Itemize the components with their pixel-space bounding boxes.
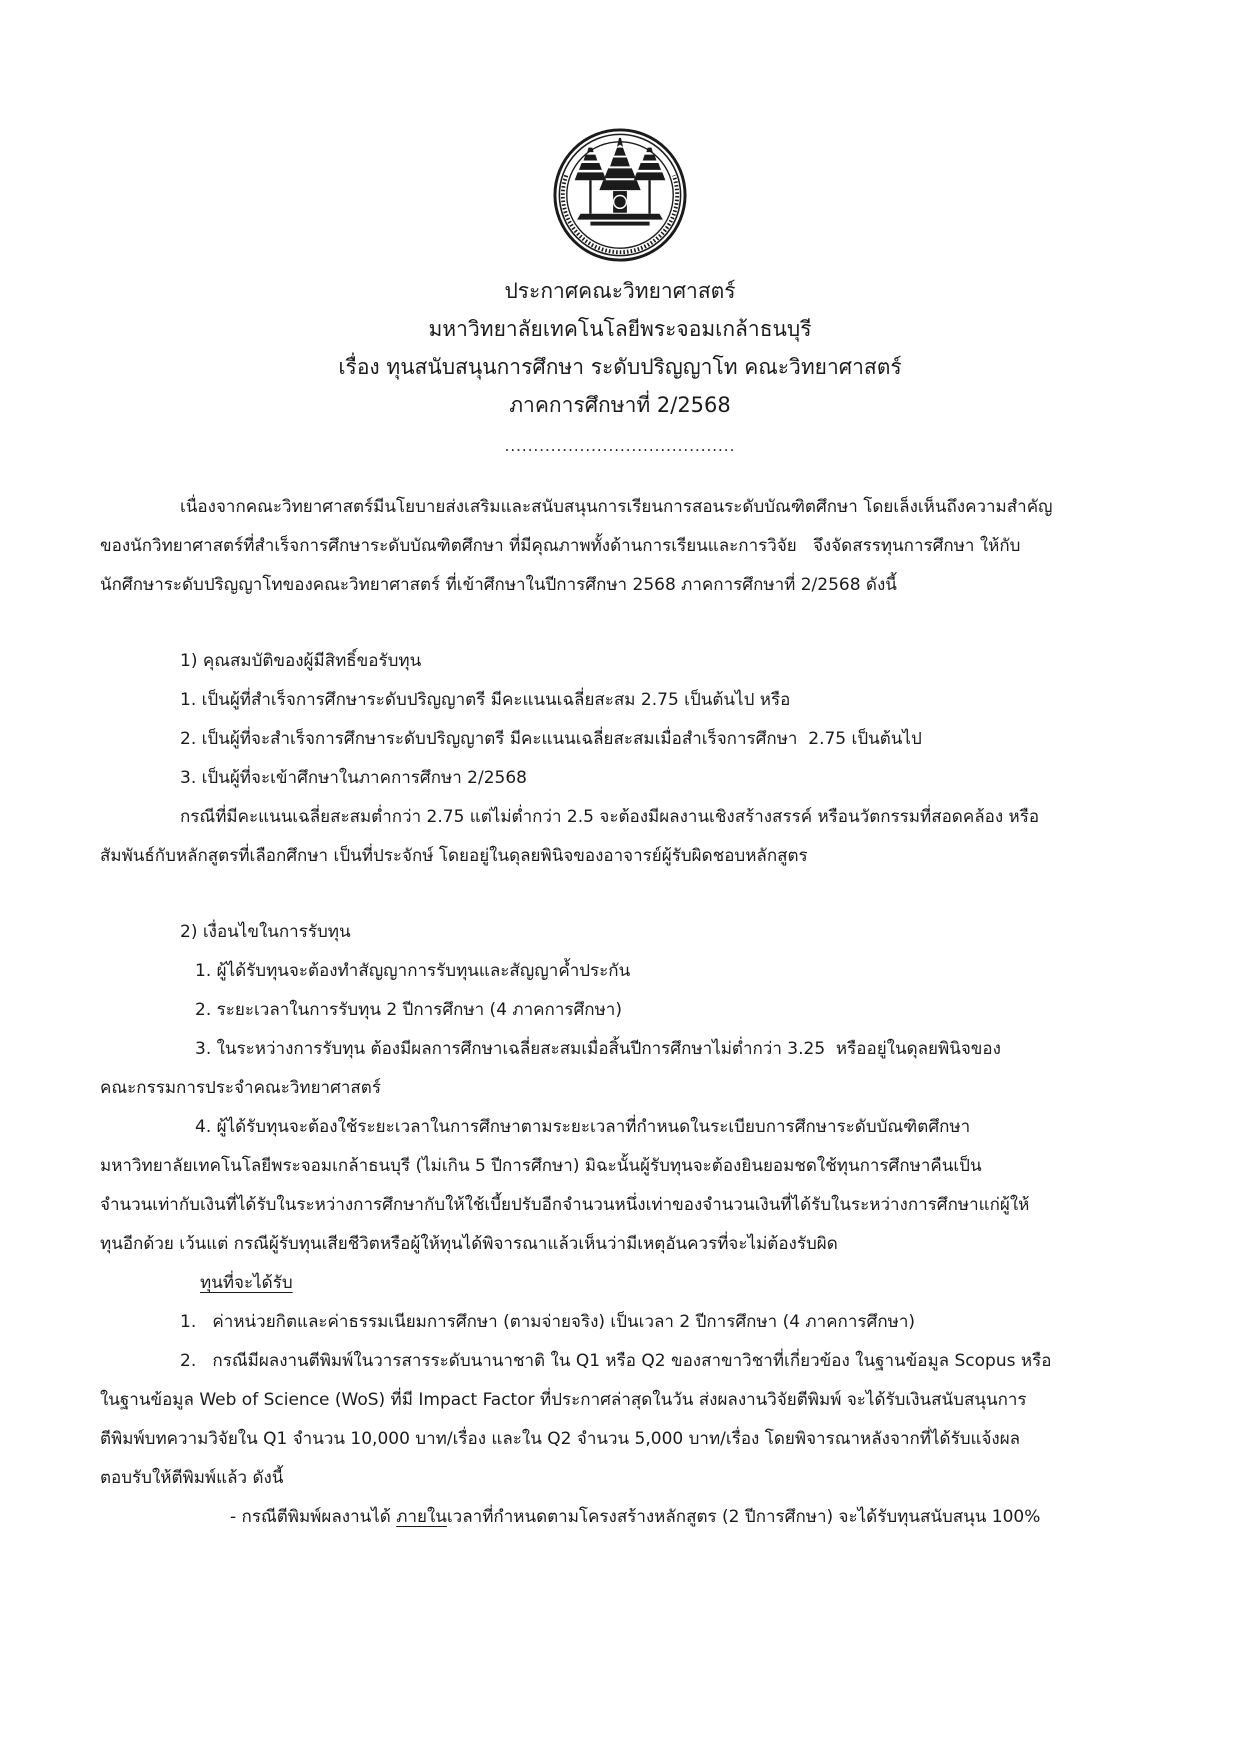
section2-item: คณะกรรมการประจำคณะวิทยาศาสตร์ bbox=[100, 1078, 381, 1098]
section1-note: กรณีที่มีคะแนนเฉลี่ยสะสมต่ำกว่า 2.75 แต่ไม่ต่ำกว่า 2.5 จะต้องมีผลงานเชิงสร้างสรรค์ หรือนวัตกรรมที่สอดคล้อง หรือ bbox=[180, 807, 1040, 827]
section2-item: จำนวนเท่ากับเงินที่ได้รับในระหว่างการศึกษากับให้ใช้เบี้ยปรับอีกจำนวนหนึ่งเท่าของจำนวนเงินที่ได้รับในระหว่างการศึกษาแก่ผู้ให้ bbox=[100, 1195, 1030, 1215]
benefits-item: 2. กรณีมีผลงานตีพิมพ์ในวารสารระดับนานาชาติ ใน Q1 หรือ Q2 ของสาขาวิชาที่เกี่ยวข้อง ในฐานข้อมูล Scopus หรือ bbox=[180, 1351, 1052, 1371]
benefits-note-line bbox=[100, 1498, 1140, 1537]
section2-heading: 2) เงื่อนไขในการรับทุน bbox=[180, 922, 351, 942]
section2-item: ทุนอีกด้วย เว้นแต่ กรณีผู้รับทุนเสียชีวิตหรือผู้ให้ทุนได้พิจารณาแล้วเห็นว่ามีเหตุอันควรที่จะไม่ต้องรับผิด bbox=[100, 1234, 838, 1254]
section1-note: สัมพันธ์กับหลักสูตรที่เลือกศึกษา เป็นที่ประจักษ์ โดยอยู่ในดุลยพินิจของอาจารย์ผู้รับผิดชอบหลักสูตร bbox=[100, 846, 808, 866]
seal-container bbox=[0, 0, 1240, 264]
announcement-title: ประกาศคณะวิทยาศาสตร์ bbox=[504, 279, 736, 303]
note-underlined-word: ภายใน bbox=[396, 1507, 447, 1527]
paragraph-gap bbox=[100, 605, 1140, 642]
intro-line: ของนักวิทยาศาสตร์ที่สำเร็จการศึกษาระดับบัณฑิตศึกษา ที่มีคุณภาพทั้งด้านการเรียนและการวิจัย จึงจัดสรรทุนการศึกษา ให้กับ bbox=[100, 536, 1021, 556]
section2-item: 3. ในระหว่างการรับทุน ต้องมีผลการศึกษาเฉลี่ยสะสมเมื่อสิ้นปีการศึกษาไม่ต่ำกว่า 3.25 หรืออยู่ในดุลยพินิจของ bbox=[195, 1039, 1001, 1059]
section1-heading: 1) คุณสมบัติของผู้มีสิทธิ์ขอรับทุน bbox=[180, 651, 422, 671]
document-header bbox=[0, 272, 1240, 468]
section2-item: 4. ผู้ได้รับทุนจะต้องใช้ระยะเวลาในการศึกษาตามระยะเวลาที่กำหนดในระเบียบการศึกษาระดับบัณฑิตศึกษา bbox=[195, 1117, 971, 1137]
section2-item: มหาวิทยาลัยเทคโนโลยีพระจอมเกล้าธนบุรี (ไม่เกิน 5 ปีการศึกษา) มิฉะนั้นผู้รับทุนจะต้องยินยอมชดใช้ทุนการศึกษาคืนเป็น bbox=[100, 1156, 982, 1176]
benefits-item: ในฐานข้อมูล Web of Science (WoS) ที่มี Impact Factor ที่ประกาศล่าสุดในวัน ส่งผลงานวิจัยตีพิมพ์ จะได้รับเงินสนับสนุนการ bbox=[100, 1390, 1027, 1410]
section2-item: 2. ระยะเวลาในการรับทุน 2 ปีการศึกษา (4 ภาคการศึกษา) bbox=[195, 1000, 622, 1020]
subject-line: เรื่อง ทุนสนับสนุนการศึกษา ระดับปริญญาโท คณะวิทยาศาสตร์ bbox=[338, 355, 902, 379]
section1-item: 1. เป็นผู้ที่สำเร็จการศึกษาระดับปริญญาตรี มีคะแนนเฉลี่ยสะสม 2.75 เป็นต้นไป หรือ bbox=[180, 690, 791, 710]
benefits-item: ตีพิมพ์บทความวิจัยใน Q1 จำนวน 10,000 บาท/เรื่อง และใน Q2 จำนวน 5,000 บาท/เรื่อง โดยพิจารณาหลังจากที่ได้รับแจ้งผล bbox=[100, 1429, 1021, 1449]
section1-item: 3. เป็นผู้ที่จะเข้าศึกษาในภาคการศึกษา 2/2568 bbox=[180, 768, 527, 788]
section2-item: 1. ผู้ได้รับทุนจะต้องทำสัญญาการรับทุนและสัญญาค้ำประกัน bbox=[195, 961, 631, 981]
dotted-divider: ........................................ bbox=[504, 437, 736, 455]
note-suffix: เวลาที่กำหนดตามโครงสร้างหลักสูตร (2 ปีการศึกษา) จะได้รับทุนสนับสนุน 100% bbox=[446, 1507, 1041, 1527]
benefits-heading bbox=[100, 1264, 1140, 1303]
section1-item: 2. เป็นผู้ที่จะสำเร็จการศึกษาระดับปริญญาตรี มีคะแนนเฉลี่ยสะสมเมื่อสำเร็จการศึกษา 2.75 เป็นต้นไป bbox=[180, 729, 922, 749]
paragraph-gap bbox=[100, 876, 1140, 913]
semester-line: ภาคการศึกษาที่ 2/2568 bbox=[509, 393, 731, 417]
university-seal-icon bbox=[551, 126, 689, 264]
benefits-item: 1. ค่าหน่วยกิตและค่าธรรมเนียมการศึกษา (ตามจ่ายจริง) เป็นเวลา 2 ปีการศึกษา (4 ภาคการศึกษา) bbox=[180, 1312, 915, 1332]
university-name: มหาวิทยาลัยเทคโนโลยีพระจอมเกล้าธนบุรี bbox=[428, 317, 812, 341]
intro-line: นักศึกษาระดับปริญญาโทของคณะวิทยาศาสตร์ ที่เข้าศึกษาในปีการศึกษา 2568 ภาคการศึกษาที่ 2/2568 ดังนี้ bbox=[100, 575, 897, 595]
note-prefix: - กรณีตีพิมพ์ผลงานได้ bbox=[230, 1507, 397, 1527]
intro-line: เนื่องจากคณะวิทยาศาสตร์มีนโยบายส่งเสริมและสนับสนุนการเรียนการสอนระดับบัณฑิตศึกษา โดยเล็งเห็นถึงความสำคัญ bbox=[180, 497, 1053, 517]
document-body bbox=[100, 488, 1140, 1537]
benefits-item: ตอบรับให้ตีพิมพ์แล้ว ดังนี้ bbox=[100, 1468, 284, 1488]
benefits-heading-text: ทุนที่จะได้รับ bbox=[200, 1273, 293, 1293]
